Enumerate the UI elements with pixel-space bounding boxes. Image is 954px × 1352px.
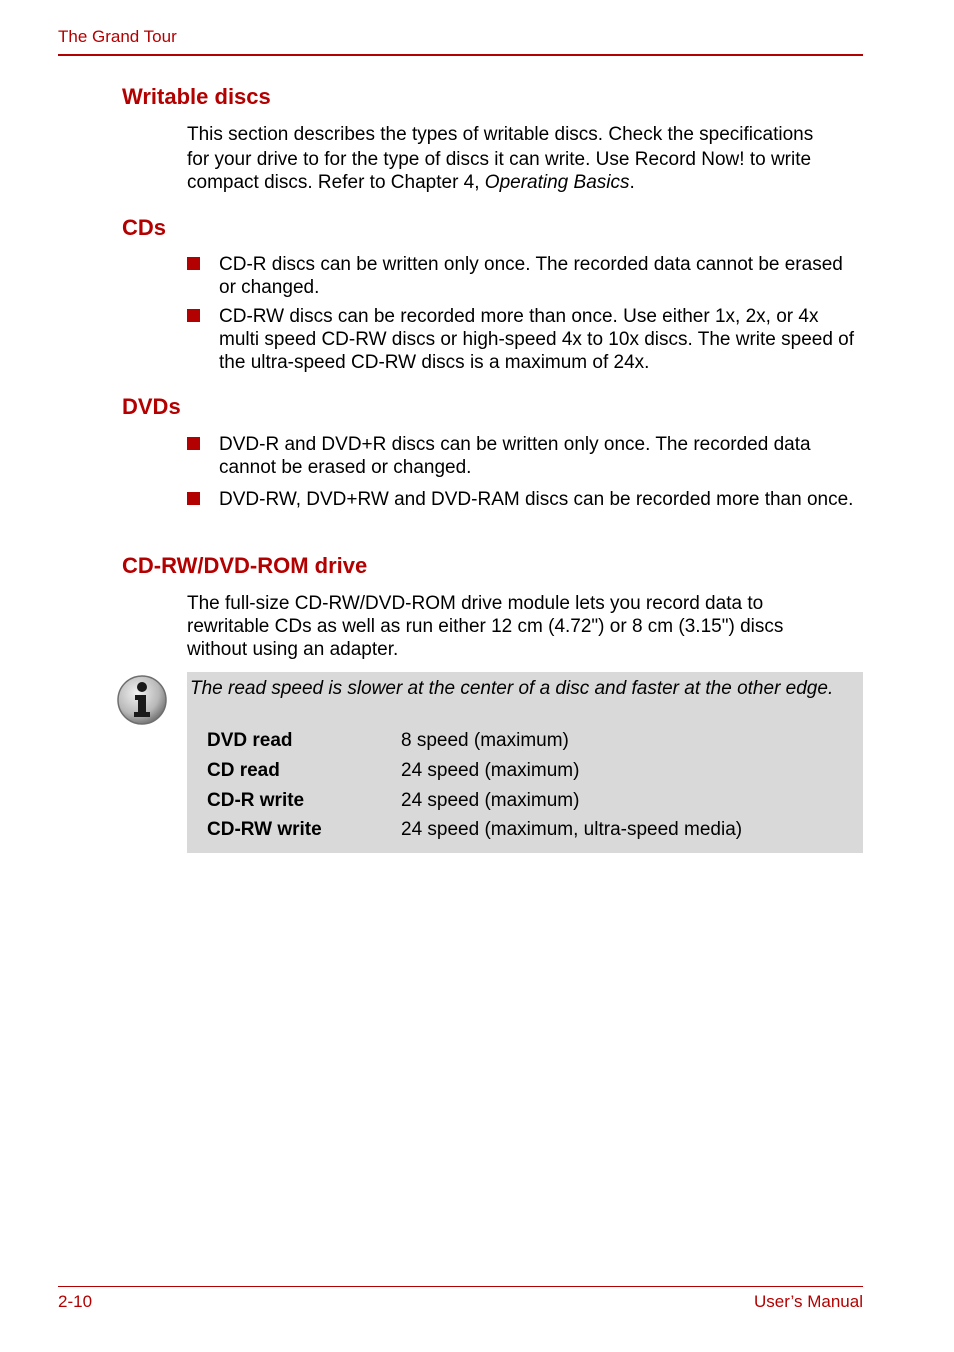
writable-line-3-end: . [629, 172, 635, 193]
heading-cds: CDs [122, 215, 167, 240]
heading-drive: CD-RW/DVD-ROM drive [122, 553, 368, 578]
spec-value: 24 speed (maximum) [401, 790, 580, 811]
footer-rule [58, 1286, 863, 1287]
note-text: The read speed is slower at the center of a disc and faster at the other edge. [190, 678, 834, 699]
bullet-square-icon [187, 309, 200, 322]
manual-title: User’s Manual [754, 1292, 863, 1311]
spec-label: CD read [207, 760, 280, 781]
writable-line-3-text: compact discs. Refer to Chapter 4, [187, 172, 485, 193]
list-item-text: CD-RW discs can be recorded more than once. Use either 1x, 2x, or 4x multi speed CD-RW discs or high-speed 4x to 10x discs. The write speed of the ultra-speed CD-RW discs is a maximum of 24x. [219, 306, 855, 373]
info-icon [116, 674, 168, 726]
writable-line-3 [187, 171, 863, 194]
chapter-reference: Operating Basics [484, 172, 630, 193]
heading-dvds: DVDs [122, 394, 181, 419]
heading-writable-discs: Writable discs [122, 84, 271, 109]
header-rule [58, 54, 863, 56]
spec-label: CD-RW write [207, 819, 322, 840]
page-number: 2-10 [58, 1292, 93, 1311]
list-item [187, 433, 863, 479]
drive-paragraph: The full-size CD-RW/DVD-ROM drive module lets you record data to rewritable CDs as well as run either 12 cm (4.72") or 8 cm (3.15") discs without using an adapter. [187, 593, 784, 660]
running-header: The Grand Tour [58, 27, 177, 46]
list-item [187, 488, 863, 511]
bullet-square-icon [187, 257, 200, 270]
note-box [187, 672, 863, 853]
bullet-square-icon [187, 492, 200, 505]
list-item-text: DVD-RW, DVD+RW and DVD-RAM discs can be recorded more than once. [219, 489, 854, 510]
list-item [187, 253, 863, 299]
list-item-text: DVD-R and DVD+R discs can be written only once. The recorded data cannot be erased or changed. [219, 434, 811, 478]
spec-value: 8 speed (maximum) [401, 730, 569, 751]
spec-value: 24 speed (maximum, ultra-speed media) [401, 819, 743, 840]
writable-line-2: for your drive to for the type of discs it can write. Use Record Now! to write [187, 149, 812, 170]
writable-line-1: This section describes the types of writable discs. Check the specifications [187, 124, 814, 145]
spec-label: DVD read [207, 730, 293, 751]
list-item-text: CD-R discs can be written only once. The recorded data cannot be erased or changed. [219, 254, 843, 298]
spec-label: CD-R write [207, 790, 305, 811]
spec-value: 24 speed (maximum) [401, 760, 580, 781]
list-item [187, 305, 863, 374]
bullet-square-icon [187, 437, 200, 450]
writable-discs-paragraph [187, 123, 863, 194]
